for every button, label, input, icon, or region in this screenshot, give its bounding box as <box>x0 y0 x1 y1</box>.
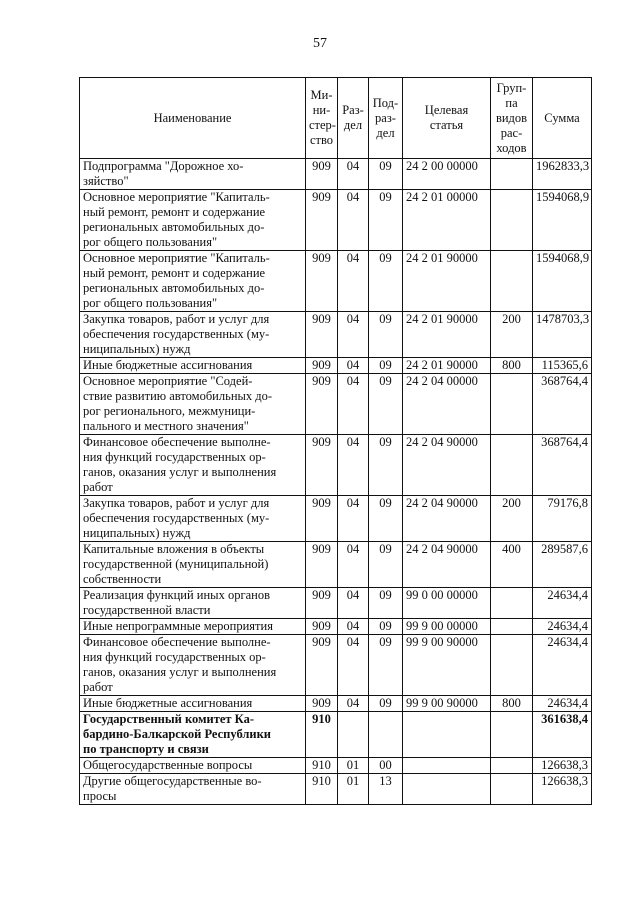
cell-subsection: 09 <box>369 542 403 588</box>
cell-section: 04 <box>338 588 369 619</box>
cell-target-article: 24 2 04 90000 <box>403 435 491 496</box>
cell-amount: 1478703,3 <box>533 312 592 358</box>
cell-target-article: 24 2 04 00000 <box>403 374 491 435</box>
cell-expense-group <box>491 251 533 312</box>
cell-ministry: 910 <box>306 758 338 774</box>
cell-name: Основное мероприятие "Капиталь- ный ремонт, ремонт и содержание региональных автомобильных до- рог общего пользования" <box>80 251 306 312</box>
cell-subsection: 09 <box>369 358 403 374</box>
header-subsection: Под- раз- дел <box>369 78 403 159</box>
cell-name: Закупка товаров, работ и услуг для обеспечения государственных (му- ниципальных) нужд <box>80 496 306 542</box>
header-section: Раз- дел <box>338 78 369 159</box>
cell-expense-group <box>491 619 533 635</box>
cell-name: Иные бюджетные ассигнования <box>80 696 306 712</box>
budget-table <box>79 77 592 805</box>
cell-expense-group: 200 <box>491 312 533 358</box>
table-row <box>80 588 592 619</box>
cell-expense-group <box>491 712 533 758</box>
header-expense-group: Груп- па видов рас- ходов <box>491 78 533 159</box>
cell-section: 04 <box>338 312 369 358</box>
cell-subsection: 09 <box>369 312 403 358</box>
table-row <box>80 758 592 774</box>
cell-expense-group: 800 <box>491 696 533 712</box>
cell-subsection: 09 <box>369 619 403 635</box>
cell-subsection: 09 <box>369 696 403 712</box>
cell-ministry: 909 <box>306 696 338 712</box>
cell-ministry: 909 <box>306 496 338 542</box>
cell-amount: 115365,6 <box>533 358 592 374</box>
cell-name: Другие общегосударственные во- просы <box>80 774 306 805</box>
cell-ministry: 909 <box>306 635 338 696</box>
table-row <box>80 358 592 374</box>
cell-subsection: 09 <box>369 374 403 435</box>
cell-section: 04 <box>338 251 369 312</box>
cell-name: Финансовое обеспечение выполне- ния функций государственных ор- ганов, оказания услуг и выполнения работ <box>80 435 306 496</box>
cell-ministry: 909 <box>306 619 338 635</box>
cell-name: Иные бюджетные ассигнования <box>80 358 306 374</box>
cell-expense-group <box>491 190 533 251</box>
cell-name: Общегосударственные вопросы <box>80 758 306 774</box>
cell-amount: 289587,6 <box>533 542 592 588</box>
cell-expense-group <box>491 635 533 696</box>
cell-target-article: 24 2 04 90000 <box>403 542 491 588</box>
table-row <box>80 435 592 496</box>
page-number: 57 <box>313 36 327 51</box>
header-amount: Сумма <box>533 78 592 159</box>
cell-target-article <box>403 758 491 774</box>
cell-ministry: 909 <box>306 251 338 312</box>
cell-section: 04 <box>338 496 369 542</box>
cell-expense-group: 800 <box>491 358 533 374</box>
cell-expense-group <box>491 159 533 190</box>
table-row <box>80 312 592 358</box>
cell-section: 01 <box>338 758 369 774</box>
cell-name: Основное мероприятие "Содей- ствие развитию автомобильных до- рог регионального, межмуници- пального и местного значения" <box>80 374 306 435</box>
cell-subsection: 09 <box>369 588 403 619</box>
cell-section: 04 <box>338 619 369 635</box>
table-row <box>80 712 592 758</box>
cell-section: 04 <box>338 696 369 712</box>
cell-subsection <box>369 712 403 758</box>
table-header-row <box>80 78 592 159</box>
cell-name: Государственный комитет Ка- бардино-Балкарской Республики по транспорту и связи <box>80 712 306 758</box>
table-row <box>80 774 592 805</box>
cell-ministry: 909 <box>306 542 338 588</box>
cell-ministry: 909 <box>306 374 338 435</box>
cell-name: Капитальные вложения в объекты государственной (муниципальной) собственности <box>80 542 306 588</box>
cell-subsection: 09 <box>369 251 403 312</box>
cell-target-article: 24 2 01 90000 <box>403 251 491 312</box>
cell-section: 04 <box>338 159 369 190</box>
cell-subsection: 09 <box>369 435 403 496</box>
cell-target-article: 24 2 00 00000 <box>403 159 491 190</box>
cell-target-article: 99 9 00 00000 <box>403 619 491 635</box>
cell-name: Основное мероприятие "Капиталь- ный ремонт, ремонт и содержание региональных автомобильных до- рог общего пользования" <box>80 190 306 251</box>
cell-target-article: 99 9 00 90000 <box>403 696 491 712</box>
cell-subsection: 09 <box>369 190 403 251</box>
cell-subsection: 09 <box>369 496 403 542</box>
cell-section: 04 <box>338 635 369 696</box>
table-row <box>80 635 592 696</box>
cell-target-article <box>403 712 491 758</box>
cell-name: Подпрограмма "Дорожное хо- зяйство" <box>80 159 306 190</box>
cell-ministry: 909 <box>306 190 338 251</box>
cell-amount: 24634,4 <box>533 619 592 635</box>
cell-amount: 24634,4 <box>533 588 592 619</box>
cell-expense-group <box>491 588 533 619</box>
table-row <box>80 251 592 312</box>
cell-name: Реализация функций иных органов государственной власти <box>80 588 306 619</box>
cell-ministry: 909 <box>306 435 338 496</box>
cell-name: Финансовое обеспечение выполне- ния функций государственных ор- ганов, оказания услуг и выполнения работ <box>80 635 306 696</box>
header-ministry: Ми- ни- стер- ство <box>306 78 338 159</box>
cell-target-article: 24 2 01 00000 <box>403 190 491 251</box>
cell-subsection: 13 <box>369 774 403 805</box>
cell-section: 04 <box>338 190 369 251</box>
cell-ministry: 910 <box>306 774 338 805</box>
cell-amount: 126638,3 <box>533 758 592 774</box>
cell-target-article <box>403 774 491 805</box>
table-row <box>80 190 592 251</box>
table-row <box>80 374 592 435</box>
table-row <box>80 619 592 635</box>
header-name: Наименование <box>80 78 306 159</box>
cell-amount: 24634,4 <box>533 696 592 712</box>
cell-expense-group <box>491 758 533 774</box>
cell-section: 01 <box>338 774 369 805</box>
cell-section: 04 <box>338 358 369 374</box>
cell-amount: 368764,4 <box>533 435 592 496</box>
table-row <box>80 542 592 588</box>
cell-amount: 361638,4 <box>533 712 592 758</box>
cell-expense-group: 400 <box>491 542 533 588</box>
cell-subsection: 09 <box>369 159 403 190</box>
cell-expense-group <box>491 435 533 496</box>
cell-expense-group <box>491 774 533 805</box>
cell-ministry: 909 <box>306 588 338 619</box>
cell-target-article: 99 0 00 00000 <box>403 588 491 619</box>
cell-ministry: 909 <box>306 358 338 374</box>
table-row <box>80 696 592 712</box>
table-row <box>80 159 592 190</box>
cell-amount: 24634,4 <box>533 635 592 696</box>
table-body <box>80 159 592 805</box>
cell-target-article: 24 2 04 90000 <box>403 496 491 542</box>
cell-target-article: 24 2 01 90000 <box>403 358 491 374</box>
cell-expense-group: 200 <box>491 496 533 542</box>
cell-amount: 1594068,9 <box>533 190 592 251</box>
cell-amount: 126638,3 <box>533 774 592 805</box>
cell-target-article: 24 2 01 90000 <box>403 312 491 358</box>
cell-section: 04 <box>338 435 369 496</box>
cell-name: Закупка товаров, работ и услуг для обеспечения государственных (му- ниципальных) нужд <box>80 312 306 358</box>
cell-ministry: 910 <box>306 712 338 758</box>
cell-section <box>338 712 369 758</box>
cell-expense-group <box>491 374 533 435</box>
cell-name: Иные непрограммные мероприятия <box>80 619 306 635</box>
cell-amount: 79176,8 <box>533 496 592 542</box>
table-row <box>80 496 592 542</box>
cell-amount: 368764,4 <box>533 374 592 435</box>
cell-ministry: 909 <box>306 159 338 190</box>
cell-subsection: 00 <box>369 758 403 774</box>
cell-ministry: 909 <box>306 312 338 358</box>
cell-subsection: 09 <box>369 635 403 696</box>
cell-section: 04 <box>338 542 369 588</box>
cell-amount: 1962833,3 <box>533 159 592 190</box>
cell-section: 04 <box>338 374 369 435</box>
header-target-article: Целевая статья <box>403 78 491 159</box>
cell-amount: 1594068,9 <box>533 251 592 312</box>
cell-target-article: 99 9 00 90000 <box>403 635 491 696</box>
